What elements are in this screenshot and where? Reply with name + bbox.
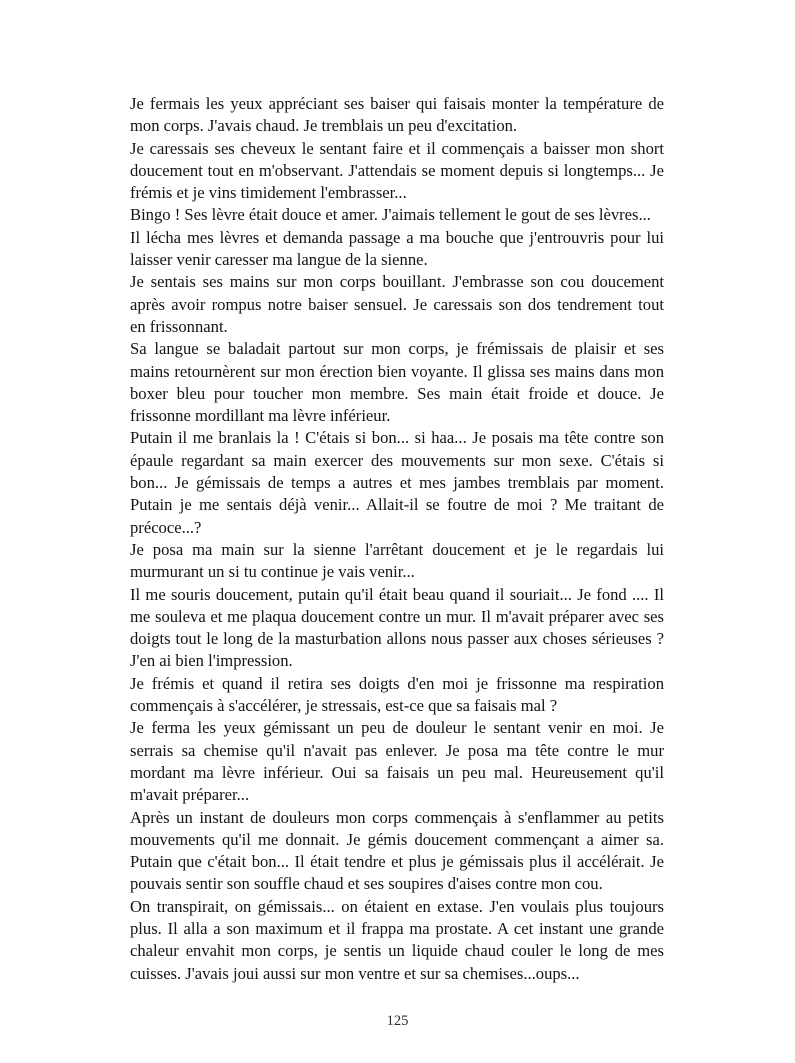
paragraph xyxy=(130,539,664,584)
text-line: boxer bleu pour toucher mon membre. Ses main était froide et douce. Je xyxy=(130,383,664,403)
text-line: Je frémis et quand il retira ses doigts d'en moi je frissonne ma respiration xyxy=(130,673,664,693)
text-line: doucement tout en m'observant. J'attendais se moment depuis si longtemps... Je xyxy=(130,160,664,180)
page-number: 125 xyxy=(386,1013,409,1029)
text-line: mouvements qu'il me donnait. Je gémis doucement commençant a aimer sa. xyxy=(130,829,664,849)
text-line: cuisses. J'avais joui aussi sur mon ventre et sur sa chemises...oups... xyxy=(130,963,580,983)
paragraph xyxy=(130,93,664,138)
paragraph xyxy=(130,673,664,718)
paragraph xyxy=(130,338,664,427)
text-line: Putain je me sentais déjà venir... Allait-il se foutre de moi ? Me traitant de xyxy=(130,495,664,515)
text-line: Putain que c'était bon... Il était tendre et plus je gémissais plus il accélérait. Je xyxy=(130,852,664,872)
text-line: Je posa ma main sur la sienne l'arrêtant doucement et je le regardais lui xyxy=(130,539,664,559)
text-line: me souleva et me plaqua doucement contre un mur. Il m'avait préparer avec ses xyxy=(130,606,664,626)
text-line: J'en ai bien l'impression. xyxy=(130,651,293,671)
text-line: Putain il me branlais la ! C'étais si bon... si haa... Je posais ma tête contre son xyxy=(130,428,664,448)
text-line: serrais sa chemise qu'il n'avait pas enlever. Je posa ma tête contre le mur xyxy=(130,740,664,760)
paragraph xyxy=(130,138,664,205)
text-line: doigts tout le long de la masturbation allons nous passer aux choses sérieuses ? xyxy=(130,629,664,649)
text-line: On transpirait, on gémissais... on étaient en extase. J'en voulais plus toujours xyxy=(130,896,664,916)
text-line: Je caressais ses cheveux le sentant faire et il commençais a baisser mon short xyxy=(130,138,664,158)
text-line: plus. Il alla a son maximum et il frappa ma prostate. A cet instant une grande xyxy=(130,918,664,938)
text-line: Après un instant de douleurs mon corps commençais à s'enflammer au petits xyxy=(130,807,664,827)
text-line: mon corps. J'avais chaud. Je tremblais un peu d'excitation. xyxy=(130,116,518,136)
text-line: Je fermais les yeux appréciant ses baiser qui faisais monter la température de xyxy=(130,94,664,113)
text-line: frémis et je vins timidement l'embrasser... xyxy=(130,183,407,203)
text-line: Bingo ! Ses lèvre était douce et amer. J'aimais tellement le gout de ses lèvres... xyxy=(130,205,651,225)
text-line: épaule regardant sa main exercer des mouvements sur mon sexe. C'étais si xyxy=(130,450,664,470)
paragraph xyxy=(130,807,664,896)
text-line: laisser venir caresser ma langue de la sienne. xyxy=(130,250,428,270)
paragraph xyxy=(130,271,664,338)
text-line: après avoir rompus notre baiser sensuel. Je caressais son dos tendrement tout xyxy=(130,294,664,314)
text-line: mains retournèrent sur mon érection bien voyante. Il glissa ses mains dans mon xyxy=(130,361,664,381)
text-line: bon... Je gémissais de temps a autres et mes jambes tremblais par moment. xyxy=(130,473,664,493)
text-line: chaleur envahit mon corps, je sentis un liquide chaud couler le long de mes xyxy=(130,941,664,961)
text-line: pouvais sentir son souffle chaud et ses soupires d'aises contre mon cou. xyxy=(130,874,603,894)
paragraph xyxy=(130,204,664,226)
paragraph xyxy=(130,227,664,272)
text-line: Je ferma les yeux gémissant un peu de douleur le sentant venir en moi. Je xyxy=(130,718,664,738)
paragraph xyxy=(130,896,664,985)
paragraph xyxy=(130,584,664,673)
text-line: Il me souris doucement, putain qu'il était beau quand il souriait... Je fond .... Il xyxy=(130,584,664,604)
text-line: murmurant un si tu continue je vais venir... xyxy=(130,562,415,582)
text-line: frissonne mordillant ma lèvre inférieur. xyxy=(130,406,391,426)
paragraph xyxy=(130,717,664,806)
text-line: précoce...? xyxy=(130,517,202,537)
page-text xyxy=(130,93,664,985)
text-line: commençais à s'accélérer, je stressais, est-ce que sa faisais mal ? xyxy=(130,696,558,716)
text-line: Je sentais ses mains sur mon corps bouillant. J'embrasse son cou doucement xyxy=(130,272,664,292)
text-line: mordant ma lèvre inférieur. Oui sa faisais un peu mal. Heureusement qu'il xyxy=(130,762,664,782)
text-line: en frissonnant. xyxy=(130,316,228,336)
text-line: Sa langue se baladait partout sur mon corps, je frémissais de plaisir et ses xyxy=(130,339,664,359)
text-line: Il lécha mes lèvres et demanda passage a ma bouche que j'entrouvris pour lui xyxy=(130,227,664,247)
paragraph xyxy=(130,427,664,538)
text-line: m'avait préparer... xyxy=(130,785,250,805)
